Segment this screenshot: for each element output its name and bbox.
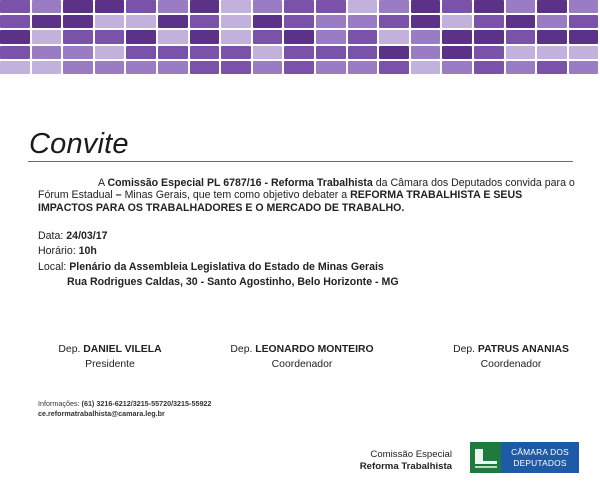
mosaic-tile [284, 61, 314, 74]
mosaic-tile [379, 61, 409, 74]
signature-coordinator-2 [438, 343, 584, 372]
mosaic-tile [284, 30, 314, 43]
camara-logo-text [501, 442, 579, 473]
mosaic-tile [506, 46, 536, 59]
signature-prefix: Dep. [58, 344, 84, 355]
mosaic-tile [379, 0, 409, 13]
mosaic-tile [442, 15, 472, 28]
mosaic-tile [379, 15, 409, 28]
mosaic-tile [284, 15, 314, 28]
mosaic-tile [0, 61, 30, 74]
mosaic-tile [158, 0, 188, 13]
mosaic-tile [32, 15, 62, 28]
mosaic-tile [95, 61, 125, 74]
mosaic-tile [284, 0, 314, 13]
mosaic-tile [63, 15, 93, 28]
mosaic-tile [0, 15, 30, 28]
date-value: 24/03/17 [66, 230, 108, 242]
mosaic-tile [253, 30, 283, 43]
signature-president [40, 343, 180, 372]
mosaic-tile [348, 46, 378, 59]
address: Rua Rodrigues Caldas, 30 - Santo Agostinho, Belo Horizonte - MG [67, 276, 399, 289]
mosaic-tile [95, 46, 125, 59]
signature-role: Coordenador [271, 358, 333, 370]
mosaic-tile [316, 15, 346, 28]
mosaic-tile [0, 30, 30, 43]
mosaic-tile [253, 15, 283, 28]
mosaic-tile [316, 30, 346, 43]
mosaic-tile [158, 30, 188, 43]
mosaic-tile [63, 61, 93, 74]
mosaic-tile [126, 61, 156, 74]
camara-logo [470, 442, 579, 473]
time-row [38, 244, 399, 259]
mosaic-tile [32, 0, 62, 13]
mosaic-tile [537, 46, 567, 59]
mosaic-tile [221, 61, 251, 74]
intro-text-3: Minas Gerais, que tem como objetivo debater a [121, 189, 351, 202]
mosaic-tile [411, 0, 441, 13]
commission-name: Comissão Especial PL 6787/16 - Reforma Trabalhista [107, 177, 373, 189]
footer-line-1: Comissão Especial [370, 449, 452, 460]
mosaic-tile [32, 46, 62, 59]
camara-logo-icon [470, 442, 501, 473]
mosaic-tile [506, 30, 536, 43]
mosaic-tile [158, 46, 188, 59]
mosaic-tile [63, 30, 93, 43]
place-label: Local: [38, 260, 67, 273]
mosaic-tile [537, 61, 567, 74]
mosaic-tile [221, 46, 251, 59]
mosaic-tile [506, 15, 536, 28]
mosaic-tile [221, 15, 251, 28]
title-divider [28, 161, 573, 162]
place-value: Plenário da Assembleia Legislativa do Estado de Minas Gerais [69, 260, 384, 273]
mosaic-tile [379, 46, 409, 59]
footer-line-2: Reforma Trabalhista [359, 460, 452, 472]
mosaic-tile [348, 30, 378, 43]
intro-text-1: A [98, 177, 108, 189]
mosaic-tile [253, 0, 283, 13]
logo-line-2: DEPUTADOS [513, 457, 567, 468]
mosaic-tile [190, 61, 220, 74]
page-title: Convite [29, 128, 129, 160]
event-topic: REFORMA TRABALHISTA E SEUS IMPACTOS PARA OS TRABALHADORES E O MERCADO DE TRABALHO. [38, 189, 523, 214]
mosaic-tile [316, 46, 346, 59]
mosaic-tile [348, 15, 378, 28]
mosaic-tile [379, 30, 409, 43]
contact-info [38, 399, 211, 419]
mosaic-tile [63, 46, 93, 59]
signature-role: Coordenador [480, 358, 542, 370]
mosaic-tile [569, 61, 599, 74]
contact-email[interactable]: ce.reformatrabalhista@camara.leg.br [38, 408, 165, 418]
mosaic-tile [569, 30, 599, 43]
contact-label: Informações: [38, 399, 80, 408]
mosaic-tile [537, 15, 567, 28]
mosaic-tile [32, 30, 62, 43]
mosaic-tile [411, 15, 441, 28]
mosaic-tile [190, 46, 220, 59]
mosaic-tile [569, 15, 599, 28]
mosaic-tile [348, 0, 378, 13]
date-row [38, 229, 399, 244]
mosaic-tile [474, 46, 504, 59]
mosaic-tile [569, 0, 599, 13]
mosaic-tile [253, 61, 283, 74]
mosaic-tile [442, 0, 472, 13]
mosaic-tile [221, 30, 251, 43]
mosaic-tile [32, 61, 62, 74]
signature-name: PATRUS ANANIAS [477, 344, 569, 355]
mosaic-tile [284, 46, 314, 59]
mosaic-tile [158, 61, 188, 74]
mosaic-tile [126, 15, 156, 28]
mosaic-tile [316, 0, 346, 13]
mosaic-tile [95, 15, 125, 28]
mosaic-tile [190, 15, 220, 28]
time-label: Horário: [38, 245, 76, 258]
signature-prefix: Dep. [230, 344, 256, 355]
mosaic-tile [474, 15, 504, 28]
mosaic-tile [506, 0, 536, 13]
signature-name: DANIEL VILELA [83, 344, 162, 355]
mosaic-tile [0, 46, 30, 59]
mosaic-tile [474, 61, 504, 74]
mosaic-tile [95, 0, 125, 13]
mosaic-tile [506, 61, 536, 74]
mosaic-tile [411, 61, 441, 74]
mosaic-tile [442, 30, 472, 43]
mosaic-tile [126, 30, 156, 43]
mosaic-tile [316, 61, 346, 74]
mosaic-tile [0, 0, 30, 13]
mosaic-tile [442, 46, 472, 59]
date-label: Data: [38, 230, 64, 242]
mosaic-tile [474, 0, 504, 13]
header-mosaic-banner [0, 0, 600, 76]
signature-role: Presidente [85, 358, 135, 370]
contact-phones: (61) 3216-6212/3215-55720/3215-55922 [81, 399, 212, 408]
intro-dash: – [115, 189, 122, 202]
mosaic-tile [569, 46, 599, 59]
mosaic-tile [95, 30, 125, 43]
mosaic-tile [253, 46, 283, 59]
mosaic-tile [63, 0, 93, 13]
invitation-text [38, 177, 580, 214]
mosaic-tile [474, 30, 504, 43]
signature-name: LEONARDO MONTEIRO [255, 344, 374, 355]
signature-prefix: Dep. [453, 344, 478, 355]
mosaic-tile [221, 0, 251, 13]
intro-text-2: da Câmara dos Deputados convida para o Fórum Estadual [38, 177, 575, 202]
mosaic-tile [126, 46, 156, 59]
place-row [38, 260, 399, 275]
mosaic-tile [411, 46, 441, 59]
mosaic-tile [158, 15, 188, 28]
mosaic-tile [126, 0, 156, 13]
mosaic-tile [348, 61, 378, 74]
mosaic-tile [190, 30, 220, 43]
signature-coordinator-1 [216, 343, 388, 372]
commission-footer-name [360, 449, 452, 473]
time-value: 10h [78, 245, 97, 258]
event-details [38, 229, 399, 291]
mosaic-tile [411, 30, 441, 43]
logo-line-1: CÂMARA DOS [511, 447, 569, 457]
mosaic-tile [537, 30, 567, 43]
mosaic-tile [537, 0, 567, 13]
mosaic-tile [442, 61, 472, 74]
mosaic-tile [190, 0, 220, 13]
